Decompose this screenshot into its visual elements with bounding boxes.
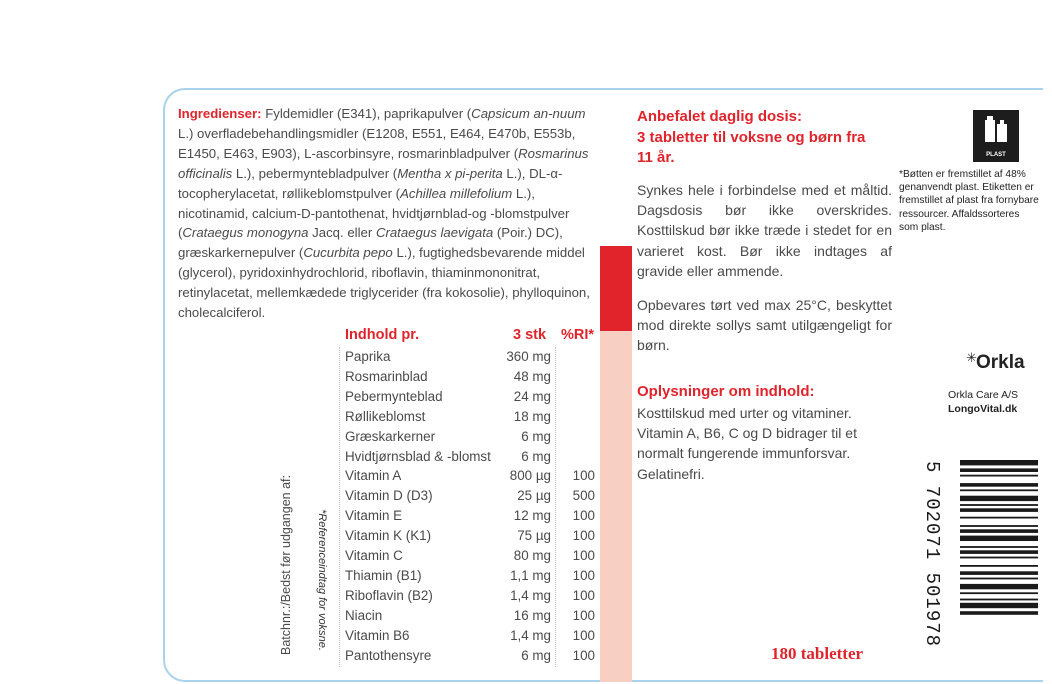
ingredients-segment: L.), DL-α-tocopherylacetat, røllikeblomstpulver (	[178, 165, 563, 201]
row-ri-percent: 100	[572, 647, 595, 663]
batch-label: Batchnr.:/Bedst før udgangen af:	[279, 475, 293, 655]
recycling-note: *Bøtten er fremstillet af 48% genanvendt plast. Etiketten er fremstillet af plast fra fornybare ressourcer. Affaldssorteres som plast.	[899, 169, 1039, 233]
barcode-bar	[960, 475, 1038, 477]
table-row	[345, 566, 600, 586]
row-amount: 24 mg	[513, 388, 551, 404]
content-info-heading: Oplysninger om indhold:	[637, 383, 815, 400]
row-ri-percent: 100	[572, 548, 595, 563]
ingredients-segment: L.), nicotinamid, calcium-D-pantothenat, hvidtjørnblad-og -blomstpulver (	[178, 185, 570, 241]
table-row	[345, 407, 600, 427]
barcode-bar	[960, 599, 1038, 601]
row-ri-percent: 100	[572, 627, 595, 643]
ingredients-segment: Crataegus laevigata	[375, 225, 494, 241]
row-amount: 1,4 mg	[510, 587, 551, 603]
barcode-bar	[960, 571, 1038, 575]
ingredients-segment: Jacq. eller	[308, 225, 376, 241]
table-row	[345, 646, 600, 666]
row-ri-percent: 100	[572, 508, 595, 524]
table-row	[345, 427, 600, 447]
table-row	[345, 486, 600, 506]
row-nutrient-name: Vitamin A	[345, 468, 402, 484]
ingredients-heading: Ingredienser:	[178, 106, 262, 121]
barcode-bar	[960, 460, 1038, 465]
accent-band-red	[600, 246, 632, 331]
barcode-bar	[960, 496, 1038, 501]
ingredients-segment: Cucurbita pepo	[303, 245, 393, 261]
row-amount: 75 µg	[517, 528, 551, 544]
dosage-heading	[637, 107, 892, 169]
barcode-bar	[960, 578, 1038, 580]
ingredients-segment: Achillea millefolium	[400, 185, 513, 201]
table-header-name: Indhold pr.	[345, 327, 420, 343]
ingredients-text	[178, 104, 602, 323]
row-nutrient-name: Riboflavin (B2)	[345, 587, 433, 603]
ingredients-segment: (Poir.) DC), græskarkernepulver (	[178, 225, 563, 261]
row-ri-percent: 100	[572, 468, 595, 484]
row-amount: 1,1 mg	[510, 567, 551, 583]
row-ri-percent: 100	[572, 607, 595, 623]
row-ri-percent: 100	[572, 587, 595, 603]
barcode-bar	[960, 565, 1038, 567]
company-info	[948, 388, 1018, 416]
table-row	[345, 347, 600, 367]
table-row	[345, 526, 600, 546]
accent-band-pink	[600, 331, 632, 682]
barcode-bar	[960, 584, 1038, 589]
table-header-amount: 3 stk	[513, 327, 547, 343]
barcode-bar	[960, 517, 1038, 519]
row-amount: 6 mg	[521, 448, 551, 464]
brand-logo: Orkla	[976, 352, 1025, 373]
orkla-star-icon: ✳	[966, 350, 977, 365]
ingredients-segment: L.), fugtighedsbevarende middel (glycerol), pyridoxinhydrochlorid, riboflavin, thiaminmononitrat, retinylacetat, mellemkædede triglycerider (fra kokosolie), phylloquinon, cholecalciferol.	[178, 245, 590, 321]
row-nutrient-name: Thiamin (B1)	[345, 567, 422, 583]
table-row	[345, 626, 600, 646]
table-row	[345, 506, 600, 526]
barcode-bar	[960, 536, 1038, 541]
row-ri-percent: 500	[572, 488, 595, 504]
ingredients-segment: Crataegus monogyna	[182, 225, 309, 241]
bottle-icon	[973, 110, 1019, 150]
ingredients-segment: Mentha x pi-perita	[397, 165, 503, 181]
table-divider-left	[339, 347, 340, 667]
row-amount: 6 mg	[521, 428, 551, 444]
barcode-bar	[960, 525, 1038, 527]
table-row	[345, 546, 600, 566]
barcode-digits-wrap	[918, 460, 942, 660]
row-nutrient-name: Vitamin E	[345, 508, 403, 524]
table-header-ri: %RI*	[561, 327, 595, 343]
table-row	[345, 447, 600, 467]
row-amount: 25 µg	[517, 488, 551, 504]
row-amount: 360 mg	[506, 349, 551, 364]
dosage-heading-line2: 3 tabletter til voksne og børn fra	[637, 128, 866, 146]
row-nutrient-name: Røllikeblomst	[345, 408, 426, 424]
ingredients-segment: Rosmarinus officinalis	[178, 145, 589, 181]
row-amount: 800 µg	[509, 468, 551, 484]
row-nutrient-name: Paprika	[345, 349, 391, 364]
barcode-bar	[960, 468, 1038, 472]
row-amount: 18 mg	[513, 408, 551, 424]
company-website: LongoVital.dk	[948, 403, 1018, 415]
reference-intake-note: *Referenceindtag for voksne.	[316, 509, 328, 651]
barcode-bar	[960, 550, 1038, 554]
barcode-digits: 5 702071 501978	[921, 461, 943, 648]
ingredients-segment: Capsicum an-nuum	[471, 106, 586, 121]
ingredients-segment: Fyldemidler (E341), paprikapulver (	[261, 106, 472, 121]
barcode-bar	[960, 504, 1038, 506]
row-amount: 6 mg	[521, 647, 551, 663]
tablet-count: 180 tabletter	[771, 644, 864, 663]
row-amount: 48 mg	[513, 368, 551, 384]
dosage-heading-line1: Anbefalet daglig dosis:	[637, 108, 803, 125]
row-nutrient-name: Pantothensyre	[345, 647, 432, 663]
row-amount: 16 mg	[513, 607, 551, 623]
row-ri-percent: 100	[572, 528, 595, 544]
ingredients-segment: L.) overfladebehandlingsmidler (E1208, E551, E464, E470b, E553b, E1450, E463, E903), L-ascorbinsyre, rosmarinbladpulver (	[178, 125, 576, 161]
barcode-bar	[960, 508, 1038, 512]
barcode-bar	[960, 611, 1038, 615]
table-row	[345, 387, 600, 407]
barcode-icon	[946, 458, 1052, 658]
table-row	[345, 586, 600, 606]
dosage-body: Synkes hele i forbindelse med et måltid. Dagsdosis bør ikke overskrides. Kosttilskud bør ikke træde i stedet for en varieret kost. Bør ikke indtages af gravide eller ammende.	[637, 182, 892, 279]
row-nutrient-name: Hvidtjørnsblad & -blomst	[345, 448, 491, 464]
content-info-body: Kosttilskud med urter og vitaminer. Vitamin A, B6, C og D bidrager til et normalt fungerende immunforsvar. Gelatinefri.	[637, 405, 857, 482]
barcode-bar	[960, 546, 1038, 548]
recycling-plast-icon	[973, 110, 1019, 162]
table-row	[345, 606, 600, 626]
barcode-bar	[960, 489, 1038, 491]
barcode-bar	[960, 603, 1038, 608]
row-amount: 1,4 mg	[510, 627, 551, 643]
row-nutrient-name: Vitamin K (K1)	[345, 528, 432, 544]
barcode-bar	[960, 592, 1038, 594]
storage-text: Opbevares tørt ved max 25°C, beskyttet mod direkte sollys samt utilgængeligt for børn.	[637, 297, 892, 354]
barcode-bar	[960, 557, 1038, 559]
row-nutrient-name: Vitamin C	[345, 548, 403, 563]
table-row	[345, 367, 600, 387]
barcode-bar	[960, 483, 1038, 487]
row-ri-percent: 100	[572, 567, 595, 583]
company-name: Orkla Care A/S	[948, 389, 1019, 401]
row-nutrient-name: Rosmarinblad	[345, 368, 428, 384]
ingredients-body	[178, 106, 590, 320]
row-nutrient-name: Niacin	[345, 607, 383, 623]
row-amount: 12 mg	[513, 508, 551, 524]
dosage-heading-line3: 11 år.	[637, 149, 675, 166]
table-row	[345, 466, 600, 486]
barcode-bar	[960, 529, 1038, 533]
row-nutrient-name: Pebermynteblad	[345, 388, 443, 404]
row-nutrient-name: Græskarkerner	[345, 428, 436, 444]
row-nutrient-name: Vitamin D (D3)	[345, 488, 433, 504]
plast-icon-label: PLAST	[986, 152, 1006, 158]
row-amount: 80 mg	[513, 548, 551, 563]
ingredients-segment: L.), pebermyntebladpulver (	[232, 165, 398, 181]
row-nutrient-name: Vitamin B6	[345, 627, 410, 643]
